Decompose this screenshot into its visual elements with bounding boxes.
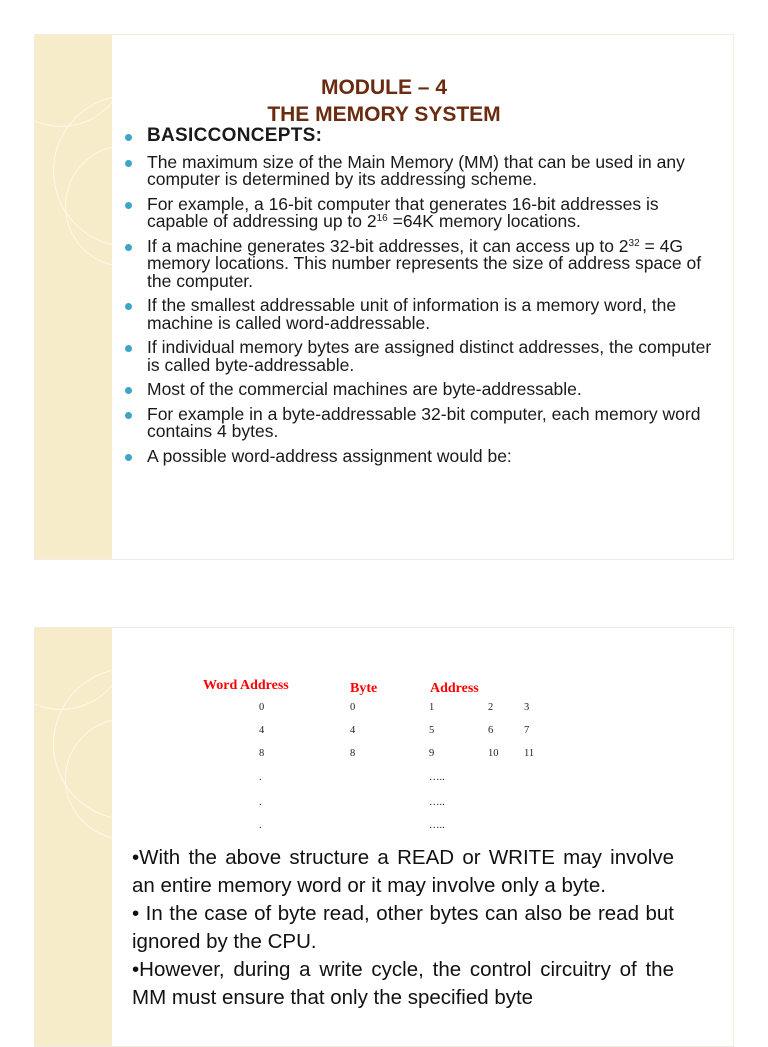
exponent: 32	[628, 237, 640, 249]
slide-2	[34, 627, 734, 1047]
word-address-cell: .	[259, 772, 262, 783]
bullet-item: For example in a byte-addressable 32-bit computer, each memory word contains 4 bytes.	[119, 406, 719, 441]
byte-cell: 11	[524, 748, 535, 759]
bullet-item	[119, 235, 719, 291]
bullet-item: The maximum size of the Main Memory (MM) that can be used in any computer is determined by its addressing scheme.	[119, 154, 719, 189]
byte-cell: 8	[350, 748, 356, 759]
section-heading: BASICCONCEPTS:	[119, 127, 719, 145]
word-address-table	[35, 628, 735, 838]
bullet-item: A possible word-address assignment would be:	[119, 448, 719, 466]
header-byte: Byte	[350, 681, 378, 696]
slide-1	[34, 34, 734, 560]
bullet-item: If the smallest addressable unit of information is a memory word, the machine is called word-addressable.	[119, 297, 719, 332]
byte-cell: 9	[429, 748, 435, 759]
word-address-cell: 4	[259, 725, 265, 736]
header-word-address: Word Address	[203, 678, 289, 693]
bullet-text: =64K memory locations.	[387, 211, 581, 231]
byte-cell: 0	[350, 702, 356, 713]
bullet-list	[119, 127, 719, 472]
byte-cell: 2	[488, 702, 494, 713]
explanation-paragraphs	[132, 844, 674, 1012]
word-address-cell: .	[259, 820, 262, 831]
byte-cell: 6	[488, 725, 494, 736]
byte-cell: 4	[350, 725, 356, 736]
byte-cell: …..	[429, 797, 445, 808]
bullet-text: If a machine generates 32-bit addresses, it can access up to 2	[147, 235, 629, 256]
bullet-item: If individual memory bytes are assigned distinct addresses, the computer is called byte-addressable.	[119, 339, 719, 374]
byte-cell: 7	[524, 725, 530, 736]
bullet-text: For example, a 16-bit computer that generates 16-bit addresses is capable of addressing up to 2	[147, 193, 659, 231]
paragraph: •With the above structure a READ or WRITE may involve an entire memory word or it may involve only a byte.	[132, 846, 674, 897]
bullet-item	[119, 193, 719, 231]
byte-cell: …..	[429, 772, 445, 783]
slide-title-line2: THE MEMORY SYSTEM	[267, 103, 501, 126]
byte-cell: 3	[524, 702, 530, 713]
exponent: 16	[376, 213, 388, 224]
bullet-item: Most of the commercial machines are byte-addressable.	[119, 381, 719, 399]
byte-cell: 5	[429, 725, 435, 736]
slide-title-line1: MODULE – 4	[320, 76, 448, 99]
header-address: Address	[430, 681, 479, 696]
word-address-cell: 8	[259, 748, 265, 759]
byte-cell: 1	[429, 702, 435, 713]
word-address-cell: 0	[259, 702, 265, 713]
word-address-cell: .	[259, 797, 262, 808]
paragraph: • In the case of byte read, other bytes can also be read but ignored by the CPU.	[132, 902, 674, 953]
bullet-text: = 4G memory locations. This number represents the size of address space of the computer.	[147, 235, 702, 291]
byte-cell: …..	[429, 820, 445, 831]
byte-cell: 10	[488, 748, 499, 759]
paragraph: •However, during a write cycle, the control circuitry of the MM must ensure that only the specified byte	[132, 958, 674, 1009]
